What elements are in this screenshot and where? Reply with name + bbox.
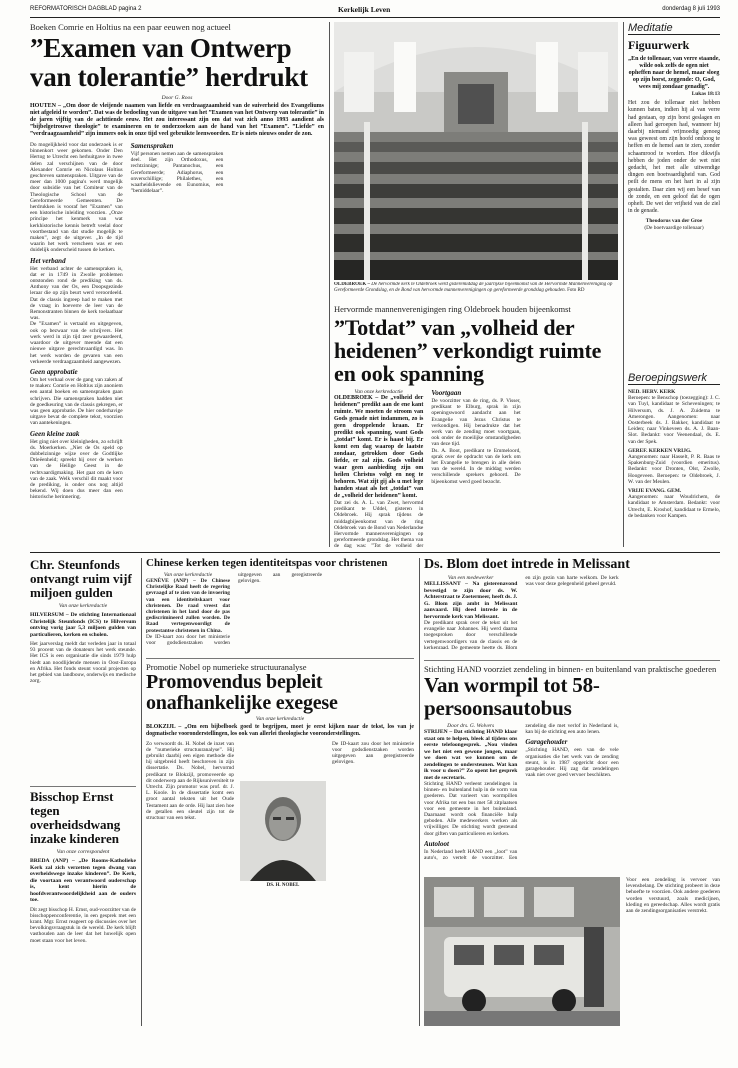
article-subhead: Voortgaan: [431, 389, 462, 397]
article-body: Voor een zendeling is vervoer van levensbelang. De stichting probeert in deze behoefte te voorzien. Ook andere goederen worden verstuurd, zoals medicijnen, kleding en gereedschap. Alles wordt gratis aan de zendingsorganisaties verstrekt.: [626, 877, 720, 915]
header-date: donderdag 8 juli 1993: [662, 6, 720, 12]
article-body-continued-text: De ID-kaart zou door het ministerie voor godsdienstzaken worden uitgegeven aan geregistreerde gelovigen.: [332, 740, 414, 766]
article-headline: ”Totdat” van „volheid der heidenen” verkondigt ruimte en ook spanning: [334, 315, 602, 386]
article-headline: Ds. Blom doet intrede in Melissant: [424, 558, 630, 572]
article-totdat: [334, 304, 618, 548]
article-byline: Door G. Roos: [161, 95, 193, 101]
article-subhead: Het verband: [30, 256, 66, 265]
article-kicker: Promotie Nobel op numerieke structuuranalyse: [146, 662, 307, 672]
article-lead: STRIJEN – Dat stichting HAND klaar staat om te helpen, bleek al tijdens ons eerste telefoongesprek. „Nou vinden we het niet een gewone jongen, maar we doen wat we kunnen om de zendelingen te ondersteunen. Wat kan ik voor u doen?” Zo opent het gesprek met de secretaris.: [424, 729, 518, 781]
article-lead: MELLISSANT – Na gisterenavond bevestigd te zijn door ds. W. Achterstraat te Zoetermeer, heeft ds. J. G. Blom zijn ambt in Melissant aanvaard. Hij deed intrede in de hervormde kerk van Melissant.: [424, 581, 518, 620]
article-promovendus: [146, 662, 414, 1026]
article-byline: Van onze kerkredactie: [163, 572, 213, 578]
article-body: Dat zei ds. A. L. van Zwet, hervormd predikant te Uddel, gisteren in Oldebroek. Hij sprak tijdens de middagbijeenkomst van de ring Oldebroek van de Bond van Nederlandse Hervormde mannenverenigingen op gereformeerde grondslag. Het thema van de dag was: ”Tot de volheid der: [334, 500, 424, 548]
article-body: De ”Examen” is vertaald en uitgegeven, ook op bezwaar van de schrijvers. Het werk werd in zijn tijd zeer gewaardeerd, waardoor de uitgever meende dat een nieuwe uitgave gerechtvaardigd was. In het werk worden de gevaren van een verkeerde verdraagzaamheid aangewezen.: [30, 321, 123, 365]
article-examen: [30, 22, 324, 548]
article-lead: BLOKZIJL – „Om een bijbelboek goed te begrijpen, moet je eerst kijken naar de tekst, los van je dogmatische vooronderstellingen, los ook van allerlei theologische vooronderstellingen.: [146, 724, 414, 737]
garage-photo-graphic: [424, 877, 620, 1026]
header-publication: REFORMATORISCH DAGBLAD pagina 2: [30, 6, 142, 12]
article-body-columns: [424, 575, 720, 653]
article-byline: Van onze kerkredactie: [58, 603, 108, 609]
article-body: Dit zegt bisschop H. Ernst, oud-voorzitter van de bisschoppenconferentie, in een gesprek met een krant. Mgr. Ernst reageert op discussies over het bevolkingsvraagstuk in de wereld. De kerk blijft vasthouden aan de leer dat het huwelijk open moet staan voor het leven.: [30, 906, 136, 944]
church-photo-graphic: [334, 22, 618, 280]
article-subhead: Geen approbatie: [30, 367, 78, 376]
portrait-caption: DS. H. NOBEL: [266, 882, 300, 888]
article-byline: Van onze kerkredactie: [255, 716, 305, 722]
article-photo-area: [424, 877, 720, 1026]
article-body: De predikant sprak over de tekst uit het evangelie naar Johannes. Hij werd daarna toegesproken door verschillende vertegenwoordigers van de classis en de kerkenraad. De gemeente heette ds. Blom en zijn gezin van harte welkom. De kerk was voor deze gelegenheid geheel gevuld.: [424, 575, 619, 651]
article-body-columns: [334, 389, 618, 548]
article-subhead: Geen kleine zaak: [30, 429, 80, 438]
photo-credit: Foto RD: [567, 288, 585, 293]
article-headline: ”Examen van Ontwerp van tolerantie” herdrukt: [30, 33, 308, 92]
article-body: Zo verwoordt ds. H. Nobel de inzet van de ”numerieke structuuranalyse”. Hij gebruikt daarbij een eigen methode die hij uitgebreid heeft beschreven in zijn dissertatie. Ds. Nobel, hervormd predikant te Blokzijl, promoveerde op dit onderwerp aan de Rijksuniversiteit te Utrecht. Zijn promotor was prof. dr. J. L. Koole. In de dissertatie komt een groot aantal teksten uit het Oude Testament aan de orde. Hij laat zien hoe de getallen een sleutel zijn tot de structuur van een tekst.: [146, 740, 234, 822]
article-kicker: Stichting HAND voorziet zendeling in binnen- en buitenland van praktische goederen: [424, 664, 717, 674]
portrait-photo: [240, 781, 326, 881]
article-hand: [424, 664, 720, 1026]
article-body: Stichting HAND verleent zendelingen in binnen- en buitenland hulp in de vorm van goederen. Dat varieert van wormpillen voor Afrika tot een bus met 58 zitplaatsen voor een gemeente in het buitenland. Daarnaast wordt ook financiële hulp geboden. Alle medewerkers werken als vrijwilliger. De stichting wordt gesteund door giften van particulieren en kerken.: [424, 781, 518, 837]
article-body: GENÈVE (ANP) – De Chinese Christelijke Raad heeft de regering gevraagd af te zien van de invoering van een identiteitskaart voor christenen. De raad vreest dat christenen in het land door de pas gediscrimineerd zullen worden. De Raad vertegenwoordigt de protestantse christenen in China.: [146, 578, 230, 634]
article-body: Vijf personen nemen aan de samenspraken deel. Het zijn Orthodoxus, een rechtzinnige; Pantanochus, een Gereformeerde; Adiaphorus, een onverschillige; Philalethes, een waarheidslievende en Eunomius, een ”bemiddelaar”.: [130, 151, 224, 195]
article-body: „Stichting HAND, een van de vele organisaties die het werk van de zending steunt, is in 1987 opgericht door een garagehouder. Hij zag dat zendelingen vaak niet over goed vervoer beschikten.: [525, 747, 619, 779]
meditation-box: [628, 22, 720, 368]
garage-photo: [424, 877, 620, 1026]
appointments-label: Beroepingswerk: [628, 372, 720, 385]
article-kicker: Boeken Comrie en Holtius na een paar eeuwen nog actueel: [30, 22, 231, 32]
article-lead: BREDA (ANP) – „De Rooms-Katholieke Kerk zal zich verzetten tegen dwang van overheidswege inzake kinderen”. De Kerk, die voortaan een verantwoord ouderschap is, kent hierin de hoofdverantwoordelijkheid aan de ouders toe.: [30, 858, 136, 903]
article-byline: Van onze kerkredactie: [354, 389, 403, 395]
article-headline: Promovendus bepleit onafhankelijke exegese: [146, 671, 338, 714]
article-byline: Door drs. G. Wolvers: [447, 723, 495, 729]
article-body: De voorzitter van de ring, ds. P. Visser, predikant te Elburg, sprak in zijn openingswoord aandacht aan het Evangelie van Jezus Christus te verkondigen. Hij benadrukte dat het werk van de zending moet voortgaan, ook onder de moeilijke omstandigheden van deze tijd.: [431, 398, 521, 448]
article-headline: Chinese kerken tegen identiteitspas voor christenen: [146, 558, 388, 569]
article-body: Het ging niet over kleinigheden, zo schrijft ds. Moerkerken. „Niet de Os speld op dubbelzinnige wijze over de Godtlijke Drieëenheid; spreekt hij over de werken van de Heilige Geest in de rechtvaardigmaking. Het gaat om de kern van de zaak. Welk verschil dit maakt voor de prediking, is onder ons nog altijd bekend. Wij doen dus meer dan een historische herinnering.: [30, 438, 123, 501]
article-body-continued: [332, 741, 414, 991]
appointment-church: GEREF. KERKEN VRIJG.: [628, 447, 692, 454]
header-section: Kerkelijk Leven: [338, 5, 391, 14]
appointments-sections: [628, 389, 720, 519]
article-lead: OLDEBROEK – De „volheid der heidenen” predikt aan de ene kant ruimte. We moeten de stroom van Gods genade niet indammen, zo is geen droppelende kraan. Er predikt ook spanning, want Gods „totdat” komt. Er is haast bij. Er komt een dag waarop de laatste zondaar, getrokken door Gods liefde, er zal zijn. Gods volheid waar geen aanbieding zijn om heilen Christus volgt en nog te behoren. Wat zijt gij als u met lege handen staat als het „totdat” van de „volheid der heidenen” komt.: [334, 395, 424, 499]
article-body: Om het verhaal over de gang van zaken af te maken: Comrie en Holtius zijn anoniem een aantal boeken en samenspraken gaan schrijven. Die samenspraken hadden niet de goedkeuring van de classis gekregen, er was geen approbatie. De hier onderhavige uitgave bevat de complete tekst, voorzien van aantekeningen.: [30, 376, 123, 427]
church-interior-photo: [334, 22, 618, 280]
article-headline: Chr. Steunfonds ontvangt ruim vijf miljoen gulden: [30, 558, 132, 600]
appointment-text: Beroepen: te Benschop (toezegging): J. C. van Tuyl, kandidaat te Scheveningen; te Hilversum, ds. J. A. Zuidema te Amerongen. Aangenomen: naar Oosterbeek ds. J. Bakker, kandidaat te Leiden; naar Vinkeveen ds. A. J. Baan-Slot. Bedankt: voor Veenendaal, ds. E. van der Spek.: [628, 395, 720, 445]
article-body-columns: [424, 723, 720, 873]
article-blom: [424, 558, 720, 656]
meditation-title: Figuurwerk: [628, 38, 690, 52]
caption-text: De hervormde kerk te Oldebroek werd gisteremiddag de jaarlijkse bijeenkomst van de Hervormde Mannenvereniging op Gereformeerde Grondslag, en de Bond van hervormde mannenverenigingen op gereformeerde grondslag gehouden.: [334, 282, 613, 293]
article-body-columns: [30, 142, 324, 510]
article-body-columns: [146, 572, 414, 648]
appointment-church: NED. HERV. KERK: [628, 389, 676, 395]
article-kicker: Hervormde mannenverenigingen ring Oldebroek houden bijeenkomst: [334, 304, 571, 314]
den-bosch-photo: [300, 600, 342, 601]
meditation-reference: Lukas 18:13: [691, 91, 720, 97]
den-bosch-caption: [146, 620, 147, 621]
appointment-text: Aangenomen: naar Woudrichem, de kandidaat te Amsterdam. Bedankt: voor Utrecht, E. Kroshof, kandidaat te Ermelo, de bedanken voor Kampen.: [628, 494, 720, 519]
article-body: Het jaarverslag meldt dat verleden jaar in totaal 93 procent van de donateurs het werk steunde. Het ICS is een organisatie die sinds 1979 hulp biedt aan noodlijdende mensen in Oost-Europa en Afrika. Het fonds steunt vooral projecten op het gebied van landbouw, onderwijs en medische zorg.: [30, 641, 136, 685]
article-lead: HILVERSUM – De stichting Internationaal Christelijk Steunfonds (ICS) te Hilversum ontving vorig jaar 5,3 miljoen gulden van particulieren, kerken en scholen.: [30, 612, 136, 638]
article-subhead: Autoloot: [424, 839, 449, 848]
caption-label: OLDEBROEK –: [334, 282, 370, 287]
meditation-label: Meditatie: [628, 22, 720, 35]
article-bisschop: [30, 790, 136, 1026]
portrait-graphic: [240, 781, 326, 881]
meditation-signature: Theodorus van der Groe: [645, 218, 703, 225]
appointment-text: Aangenomen: naar Hasselt, P. R. Baas te Spakenburg-Zuid (voordien emeritus). Bedankt: voor Dronten, Olst, Zwolle, Hoogeveen. Beroepen: te Oldebroek, J. W. van der Meulen.: [628, 454, 720, 485]
article-headline: Van wormpil tot 58-persoonsautobus: [424, 673, 600, 720]
meditation-signature-note: (De boetvaardige tollenaar): [644, 224, 704, 231]
article-body: Ds. A. Boot, predikant te Emmeloord, sprak over de opdracht van de kerk om het Evangelie te brengen in alle delen van de wereld. In de middag werden verschillende sprekers gehoord. De bijeenkomst werd goed bezocht.: [431, 447, 521, 485]
article-body: De ID-kaart zou door het ministerie voor godsdienstzaken worden uitgegeven aan geregistreerde gelovigen.: [146, 572, 322, 647]
appointments-box: [628, 372, 720, 548]
article-body-area: [146, 741, 414, 991]
meditation-body: Het zou de tollenaar niet hebben kunnen baten, indien hij al van verre had gestaan, op zijn borst geslagen en alleen had geroepen had, wanneer hij daarbij niemand vrijmoedig genoeg was geweest om zijn hoofd omhoog te heffen en de hemel aan te zien, zonder schaamrood te worden. Hoe dikwijls hebben de joden onder de wet niet gedacht, het met alle uitwendige dingen een boetvaardigheid van. God peilt de mens en het hart in al zijn gestalten. Daar zien wij een besef van de zonde, en een geloof dat de ogen opheft. De wet der vrijheid van de ziel in de genade.: [628, 100, 720, 215]
article-byline: Van een medewerker: [447, 575, 494, 581]
article-body: Het verband achter de samenspraken is, dat er in 1749 in Zwolle problemen ontstonden rond de prediking van ds. Anthony van der Os, een Doopsgezinde leraar die op zijn beurt werd veroordeeld. Dat de classis ingreep had te maken met de vraag in hoeverre de leer van de Remonstranten binnen de kerk toelaatbaar was.: [30, 265, 123, 322]
appointment-church: VRIJE EVANG. GEM.: [628, 488, 682, 495]
article-steunfonds: [30, 558, 136, 783]
article-byline: Van onze correspondent: [56, 849, 110, 855]
page-header: [30, 4, 720, 18]
article-chinese-kerken: [146, 558, 414, 654]
article-subhead: Samenspraken: [130, 142, 174, 150]
article-body: In Nederland heeft HAND een „loot” van auto's, zo vertelt de voorzitter. Een zendeling die met verlof in Nederland is, kan bij de stichting een auto lenen.: [424, 723, 619, 862]
article-lead: HOUTEN – „Om door de vleijende naamen van liefde en verdraagzaamheid van de suiverheid des Evangeliums niet afgeleid te worden”. Dat was de bedoeling van de uitgave van het ”Examen van het Ontwerp van tolerantie” in de jaren vijftig van de achttiende eeuw. Het zou interessant zijn om dat wat zich anno 1993 aandient als ”bijbelgetrouwe theologie” te examineren en te onderzoeken aan de hand van het ”Examen”. ”Liefde” en ”verdraagzaamheid” zijn immers ook in onze tijd veel gebruikte leenwoorden. Er is niets nieuws onder de zon.: [30, 103, 324, 137]
article-subhead: Garagehouder: [525, 738, 568, 747]
meditation-quote: „En de tollenaar, van verre staande, wilde ook zelfs de ogen niet opheffen naar de hemel, maar sloeg op zijn borst, zeggende: O, God, wees mij zondaar genadig”.: [628, 56, 720, 90]
article-headline: Bisschop Ernst tegen overheidsdwang inzake kinderen: [30, 790, 121, 846]
article-body: Do mogelijkheid voor dat onderzoek is er binnenkort weer gekomen. Onder Den Hertog te Utrecht een herhuitgave in twee delen zal verschijnen van de door Alexander Comrie en Nicolaus Holtius geschreven samenspraken. Uitgave van de meer dan 1000 pagina's werd mogelijk door subsidie van het Comiteur van de Theologische School van de Gereformeerde Gemeenten. De herdrukken is vooraf het ”Examen” van een historische inleiding voorzien. „Onze principe het kenmerk van wat kerkhistorische kennis betreft veelal door voortbestand van dat studie mogelijk te maken”, zegt de uitgever. „In de tijd waarin het werk verscheen was er een duidelijk onderscheid tussen de kerken.: [30, 142, 123, 254]
church-photo-caption: [334, 282, 618, 302]
